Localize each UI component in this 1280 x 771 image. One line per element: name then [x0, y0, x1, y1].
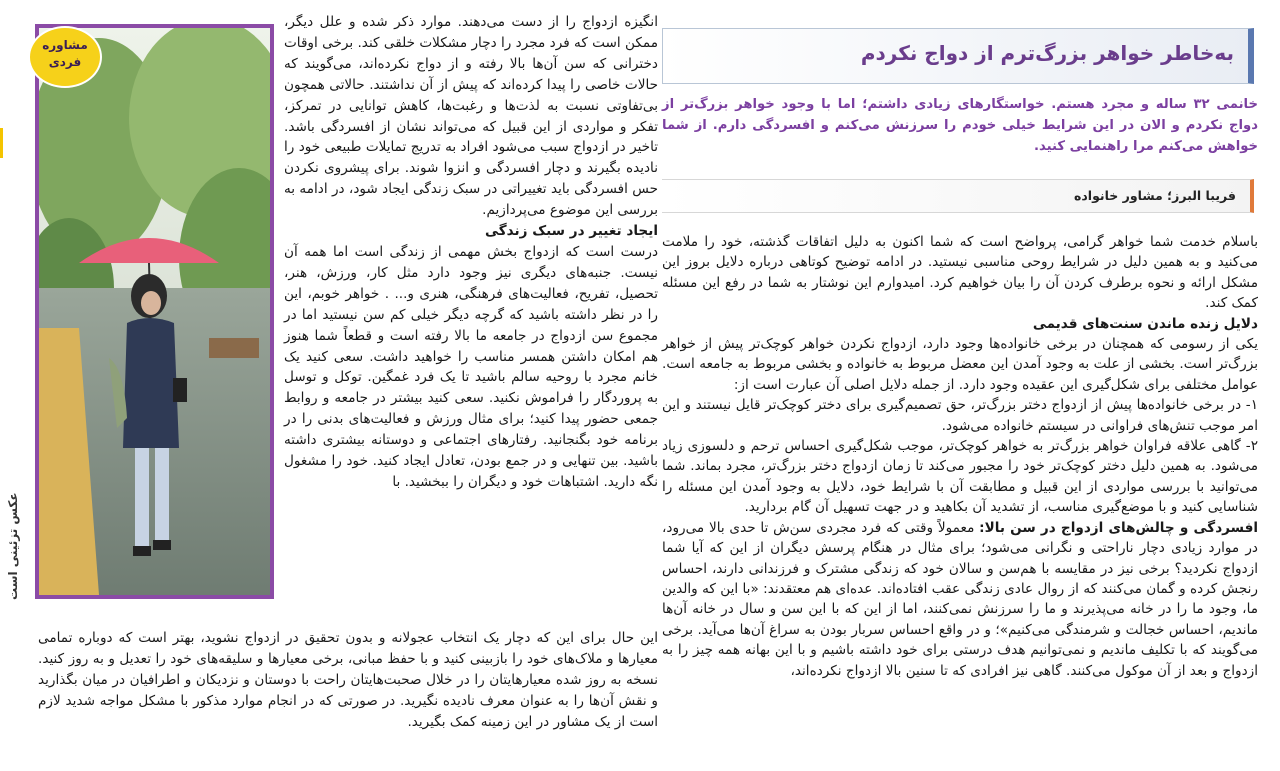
section-title-traditions: دلایل زنده ماندن سنت‌های قدیمی — [1032, 315, 1258, 332]
reader-question: خانمی ۳۲ ساله و مجرد هستم. خواستگارهای زیادی داشتم؛ اما با وجود خواهر بزرگ‌تر از دواج نکردم و الان در این شرایط خیلی خودم را سرزنش می‌کنم و افسردگی دارم. از شما خواهش می‌کنم مرا راهنمایی کنید. — [662, 97, 1258, 154]
section-text-lifestyle: درست است که ازدواج بخش مهمی از زندگی است اما همه آن نیست. جنبه‌های دیگری نیز وجود دارد مثل کار، ورزش، هنر، تحصیل، تفریح، فعالیت‌های فرهنگی، هنری و... . خواهر خوبم، این را در نظر داشته باشید که گرچه دیگر خیلی کم سن نیستید اما در مجموع سن ازدواج در جامعه ما بالا رفته است و قطعاً شما هنوز هم امکان داشتن همسر مناسب را خواهید داشت. سعی کنید یک خانم مجرد با روحیه سالم باشید تا یک فرد غمگین. توکل و توسل به پروردگار را فراموش نکنید. سعی کنید بیشتر در جامعه و روابط جمعی حضور پیدا کنید؛ برای مثال ورزش و فعالیت‌های بدنی را در برنامه خود بگنجانید. رفتارهای اجتماعی و دوستانه بیشتری داشته باشید. بین تنهایی و در جمع بودن، تعادل ایجاد کنید. خود را مشغول نگه دارید. اشتباهات خود و دیگران را ببخشید. با — [284, 243, 658, 490]
umbrella-woman-illustration — [39, 28, 270, 595]
reason-1: ۱- در برخی خانواده‌ها پیش از ازدواج دختر بزرگ‌تر، حق تصمیم‌گیری برای دختر کوچک‌تر قایل نیستند و این امر موجب تنش‌های فراوانی در سیستم خانواده می‌شود. — [662, 397, 1258, 434]
column-two-text: انگیزه ازدواج را از دست می‌دهند. موارد ذکر شده و علل دیگر، ممکن است که فرد مجرد را دچار مشکلات خلقی کند. برخی اوقات دخترانی که سن آن‌ها بالا رفته و از دواج نکرده‌اند، می‌گویند که حالات خاصی را پیدا کرده‌اند که پیش از آن نداشتند. حالاتی همچون بی‌تفاوتی نسبت به لذت‌ها و رغبت‌ها، کاهش توانایی در تمرکز، تفکر و مواردی از این قبیل که می‌تواند نشان از افسردگی باشد. تاخیر در ازدواج سبب می‌شود افراد به تدریج تمایلات طبیعی خود را نادیده بگیرند و دچار افسردگی و انزوا شوند. برای پیشروی نکردن حس افسردگی باید تغییراتی در سبک زندگی ایجاد شود، در ادامه به بررسی این موضوع می‌پردازیم. — [284, 14, 658, 219]
section-text-depression: معمولاً وقتی که فرد مجردی سن‌ش تا حدی بالا می‌رود، در موارد زیادی دچار ناراحتی و نگرانی می‌شود؛ برای مثال در هنگام پرسش دیگران از این که آیا شما ازدواج نکردید؟ برخی نیز در مقایسه با هم‌سن و سالان خود که زندگی مشترک و فرزندانی دارند، احساس رنجش کرده و گمان می‌کنند که از روال عادی زندگی عقب افتاده‌اند. عده‌ای هم معتقدند: «با این که والدین ما، وجود ما را در خانه می‌پذیرند و ما را سرزنش نمی‌کنند، اما از این که با این سن و سال در خانه آن‌ها ماندیم، احساس خجالت و شرمندگی می‌کنیم»؛ و در واقع احساس سربار بودن به سراغ آن‌ها می‌آید. برخی می‌گویند که با تکلیف ماندیم و نمی‌توانیم هدف درستی برای خود داشته باشیم و با این بهانه همه چیز را به ازدواج و بعد از آن موکول می‌کنند. گاهی نیز افرادی که تا سنین بالا ازدواج نکرده‌اند، — [662, 519, 1258, 679]
edge-marker — [0, 128, 3, 158]
headline: به‌خاطر خواهر بزرگ‌ترم از دواج نکردم — [860, 41, 1234, 65]
badge-line-2: فردی — [48, 55, 82, 69]
byline-box — [662, 179, 1254, 213]
photo-credit: عکس تزئینی است — [6, 492, 20, 600]
section-text-traditions: یکی از رسومی که همچنان در برخی خانواده‌ها وجود دارد، ازدواج نکردن خواهر کوچک‌تر پیش از خواهر بزرگ‌تر است. بخشی از علت به وجود آمدن این معضل مربوط به خانواده و بخشی مربوط به جامعه است. عوامل مختلفی برای شکل‌گیری این عقیده وجود دارد. از جمله دلایل اصلی آن عبارت است از: — [662, 336, 1258, 393]
badge-text — [30, 37, 100, 71]
answer-intro: باسلام خدمت شما خواهر گرامی، پرواضح است که شما اکنون به دلیل اتفاقات گذشته، خود را ملامت می‌کنید و به همین دلیل در شرایط روحی مناسبی نیستید. در ادامه توضیح کوتاهی درباره دلایل بروز این مشکل ارائه و نحوه برطرف کردن آن را بیان خواهیم کرد. امیدوارم این نوشتار به شما در رفع این مسئله کمک کند. — [662, 234, 1258, 312]
section-title-depression: افسردگی و چالش‌های ازدواج در سن بالا: — [979, 519, 1259, 536]
decorative-photo — [35, 24, 274, 599]
closing-paragraph: این حال برای این که دچار یک انتخاب عجولانه و بدون تحقیق در ازدواج نشوید، بهتر است که دوباره تمامی معیارها و ملاک‌های خود را بازبینی کنید و با حفظ مبانی، برخی معیارها و سلیقه‌های خود را تعدیل و به روز کنید. نسخه به روز شده معیارهایتان را در خلال صحبت‌هایتان راحت با دوستان و نزدیکان و اطرافیان در میان بگذارید و نقش آن‌ها را به عنوان معرف نادیده نگیرید. در صورتی که در انجام موارد مذکور با مشکل مواجه شدید لازم است از یک مشاور در این زمینه کمک بگیرید. — [38, 630, 658, 730]
answer-body — [662, 232, 1258, 681]
section-depression — [662, 518, 1258, 681]
consultation-badge — [30, 28, 100, 86]
reason-2: ۲- گاهی علاقه فراوان خواهر بزرگ‌تر به خواهر کوچک‌تر، موجب شکل‌گیری احساس ترحم و دلسوزی زیاد می‌شود. به همین دلیل دختر کوچک‌تر خود را مجبور می‌کند تا زمان ازدواج دختر بزرگ‌تر، مجرد بماند. شما می‌توانید با بررسی مواردی از این قبیل و مطابقت آن با شرایط خود، دلایل به وجود آمدن این مسئله را شناسایی کنید و با موضع‌گیری مناسب، از تشدید آن بکاهید و در جهت تسهیل آن گام بردارید. — [662, 438, 1258, 516]
author-byline: فریبا البرز؛ مشاور خانواده — [1074, 188, 1236, 203]
badge-line-1: مشاوره — [42, 38, 88, 52]
section-title-lifestyle: ایجاد تغییر در سبک زندگی — [485, 223, 658, 240]
headline-box — [662, 28, 1254, 84]
column-two — [284, 12, 658, 493]
